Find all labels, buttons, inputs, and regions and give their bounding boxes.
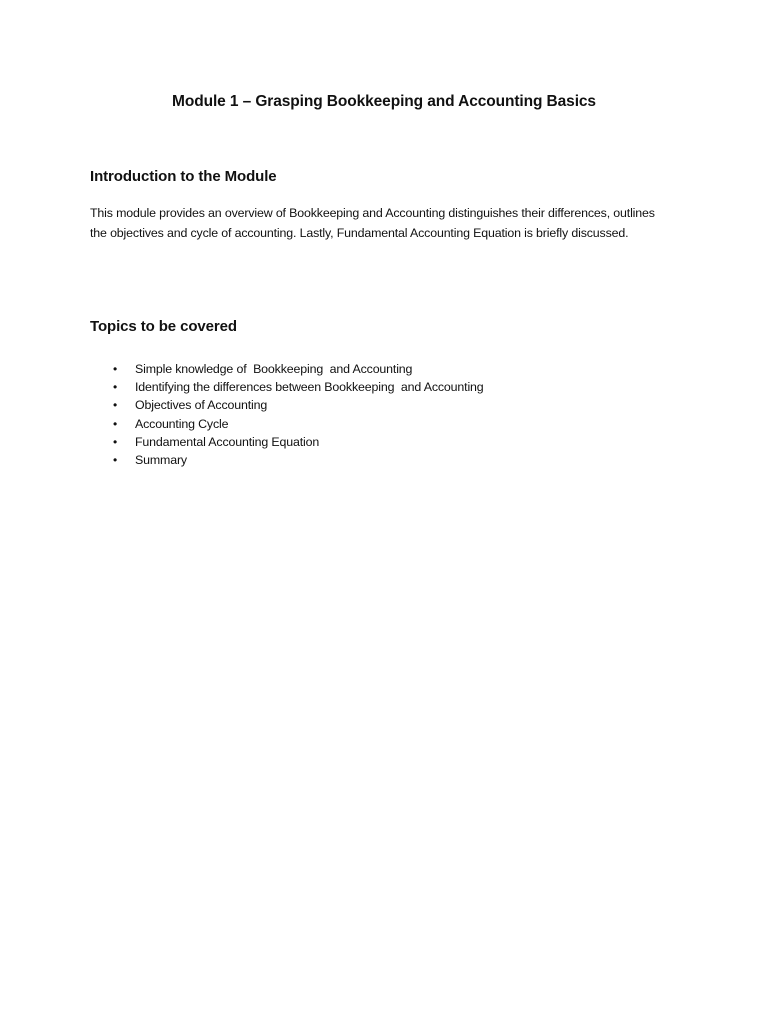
- list-item: [90, 360, 484, 378]
- introduction-paragraph: This module provides an overview of Bookkeeping and Accounting distinguishes their differences, outlines the objectives and cycle of accounting. Lastly, Fundamental Accounting Equation is briefly discussed.: [90, 206, 655, 240]
- list-item: [90, 433, 484, 451]
- list-item-text: Accounting Cycle: [135, 416, 229, 431]
- list-item-text: Simple knowledge of Bookkeeping and Accounting: [135, 362, 413, 376]
- bullet-icon: •: [113, 380, 118, 395]
- introduction-heading: Introduction to the Module: [90, 168, 277, 185]
- bullet-icon: •: [113, 452, 118, 467]
- list-item: [90, 451, 484, 469]
- list-item: [90, 378, 484, 396]
- bullet-icon: •: [113, 362, 118, 376]
- page-title: Module 1 – Grasping Bookkeeping and Accounting Basics: [172, 93, 596, 110]
- bullet-icon: •: [113, 398, 118, 413]
- list-item: [90, 396, 484, 414]
- topics-list: [90, 360, 484, 469]
- list-item-text: Objectives of Accounting: [135, 398, 268, 413]
- bullet-icon: •: [113, 434, 118, 449]
- list-item-text: Identifying the differences between Bookkeeping and Accounting: [135, 380, 484, 395]
- list-item-text: Fundamental Accounting Equation: [135, 434, 320, 449]
- bullet-icon: •: [113, 416, 118, 431]
- list-item: [90, 415, 484, 433]
- topics-heading: Topics to be covered: [90, 318, 237, 335]
- list-item-text: Summary: [135, 452, 187, 467]
